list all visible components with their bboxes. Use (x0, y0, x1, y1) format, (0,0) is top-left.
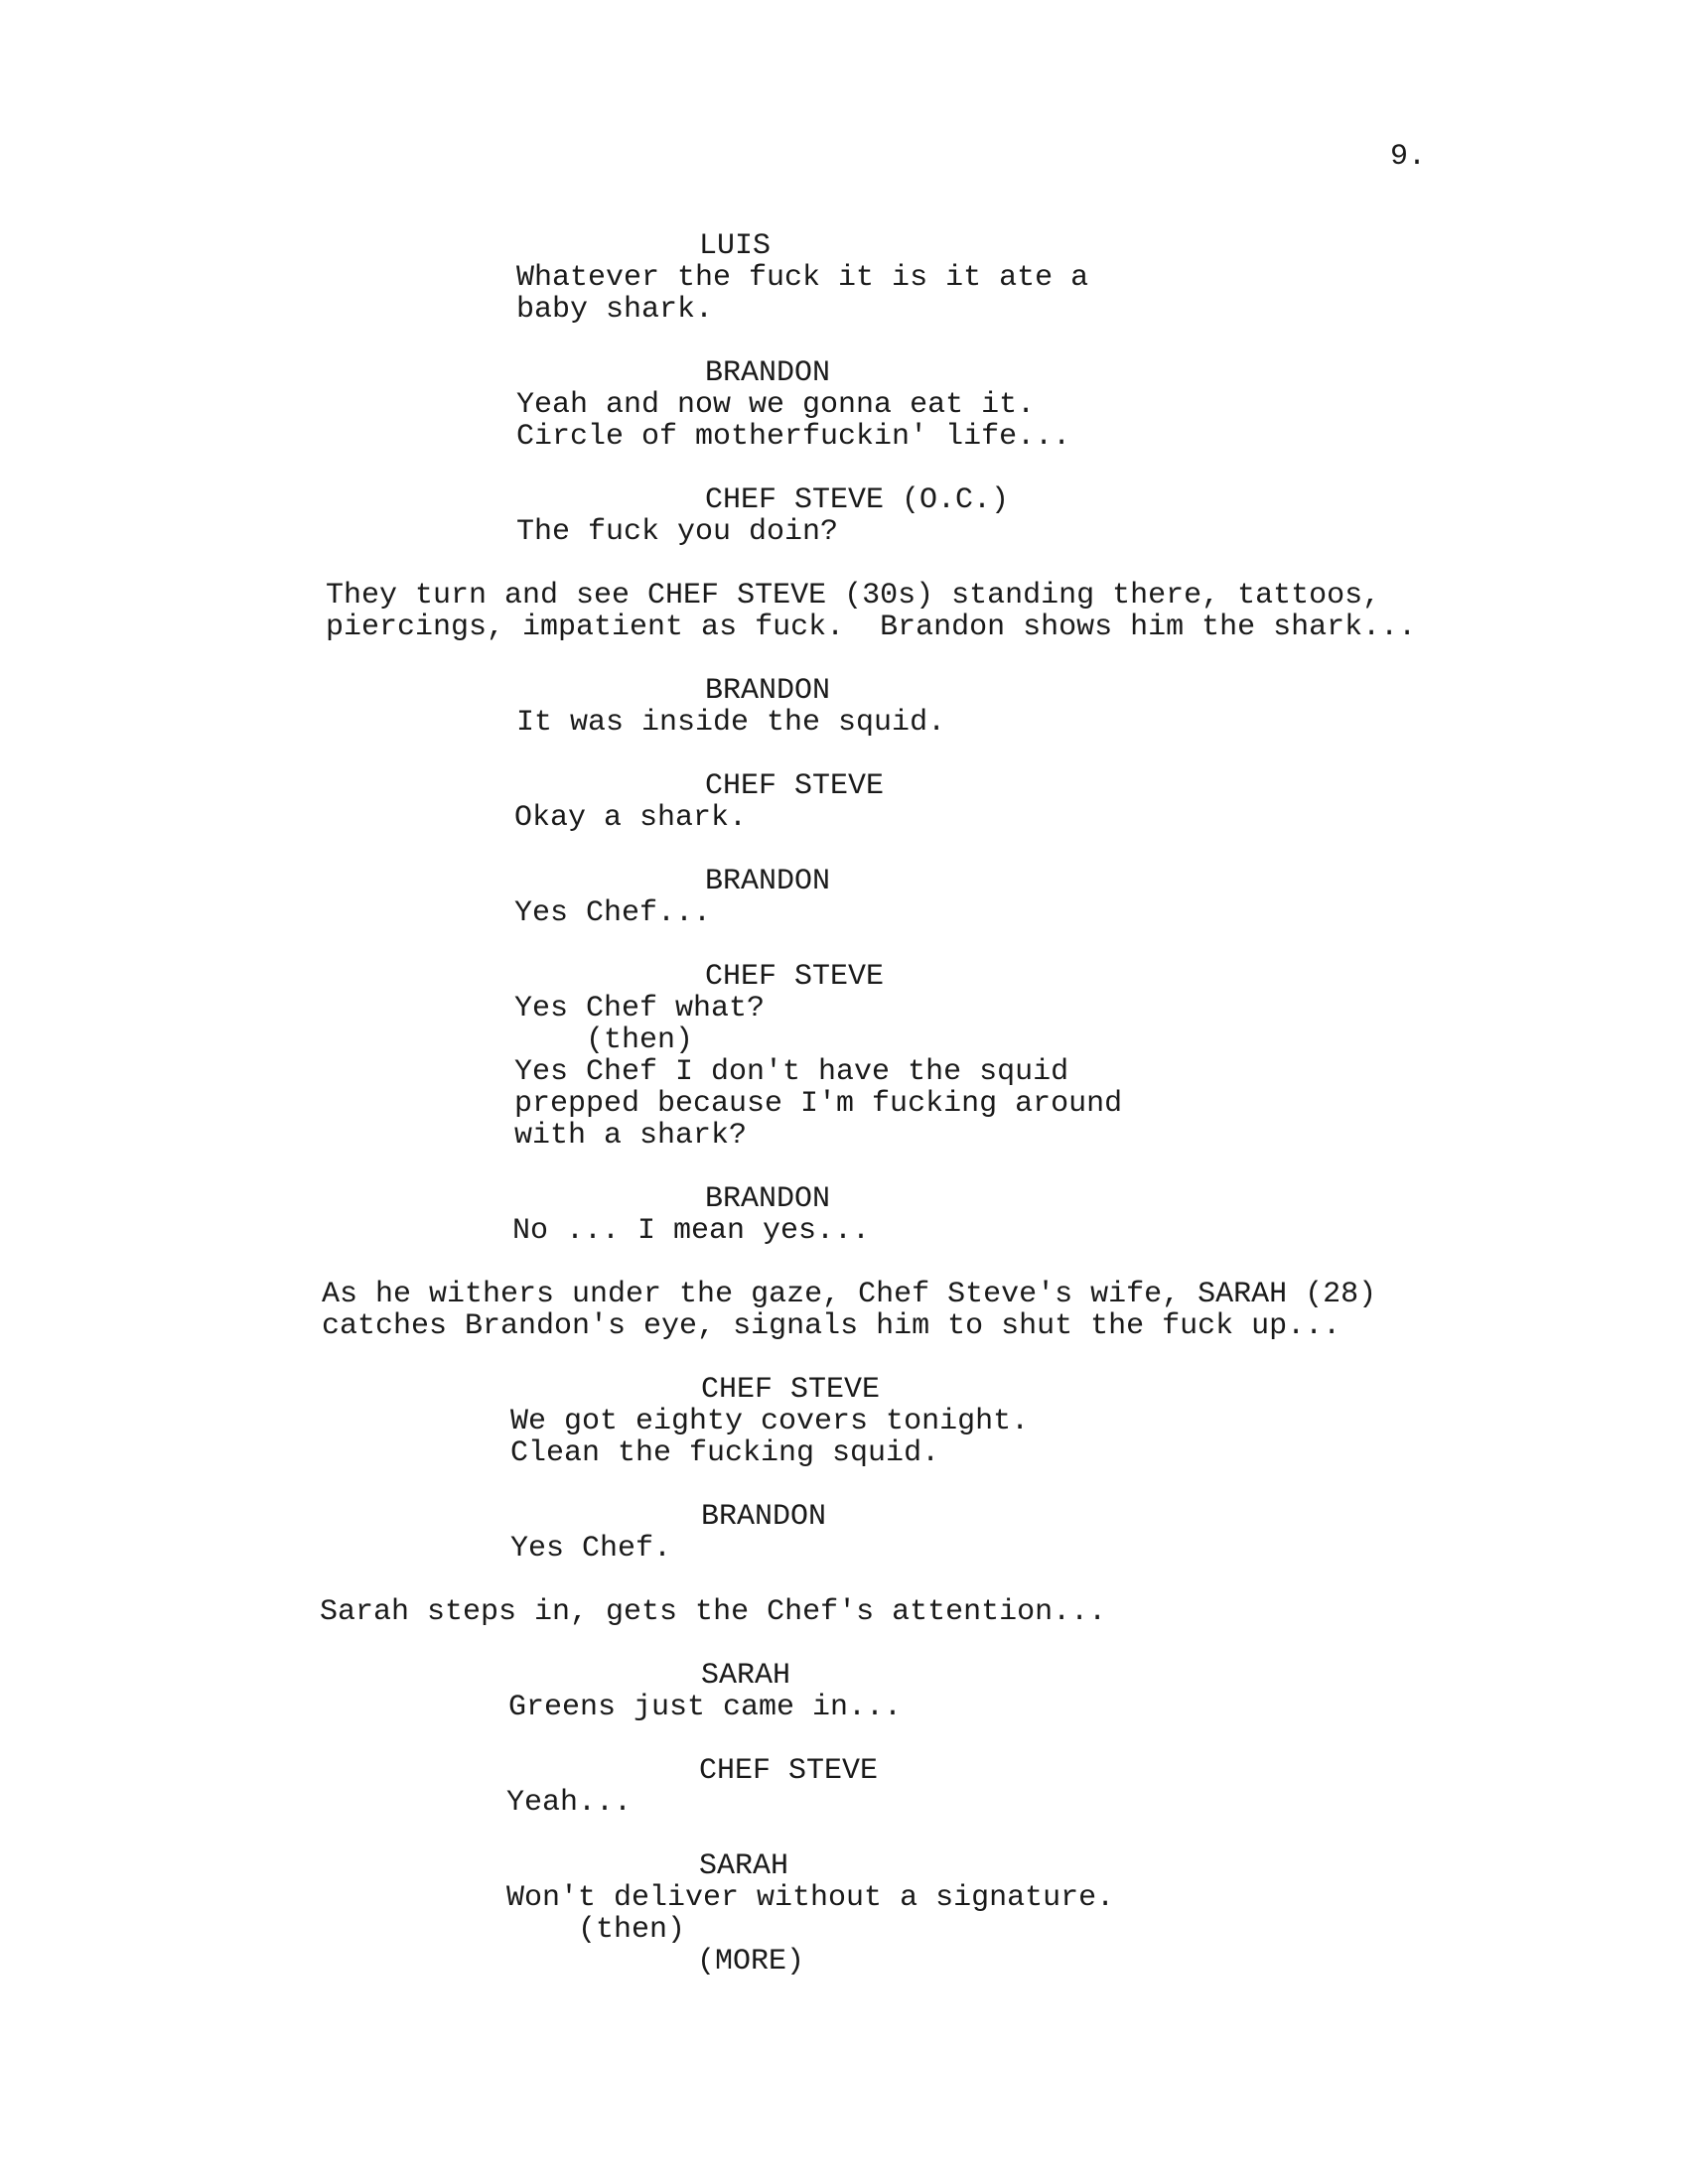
action-line: They turn and see CHEF STEVE (30s) standing there, tattoos, piercings, impatient as fuck. Brandon shows him the shark... (326, 579, 1417, 644)
dialogue: Yes Chef I don't have the squid prepped because I'm fucking around with a shark? (514, 1055, 1123, 1153)
dialogue: The fuck you doin? (516, 515, 839, 549)
dialogue: Greens just came in... (508, 1691, 903, 1724)
dialogue: It was inside the squid. (516, 706, 946, 740)
dialogue: Yes Chef what? (514, 992, 766, 1025)
character-cue: SARAH (701, 1659, 791, 1693)
dialogue: Whatever the fuck it is it ate a baby shark. (516, 261, 1089, 327)
parenthetical: (then) (586, 1024, 694, 1057)
character-cue: BRANDON (705, 1182, 831, 1216)
character-cue: CHEF STEVE (699, 1754, 879, 1788)
action-line: Sarah steps in, gets the Chef's attention... (320, 1595, 1107, 1629)
dialogue: Yes Chef. (510, 1532, 672, 1566)
character-cue: BRANDON (705, 674, 831, 708)
dialogue: Yeah... (506, 1786, 633, 1820)
character-cue: CHEF STEVE (705, 960, 885, 994)
dialogue: Yes Chef... (514, 896, 712, 930)
character-cue: BRANDON (701, 1500, 827, 1534)
dialogue: We got eighty covers tonight. Clean the fucking squid. (510, 1405, 1030, 1470)
character-cue: SARAH (699, 1849, 789, 1883)
dialogue: Okay a shark. (514, 801, 748, 835)
page-number: 9. (1390, 140, 1427, 174)
character-cue: CHEF STEVE (O.C.) (705, 483, 1010, 517)
dialogue: Yeah and now we gonna eat it. Circle of motherfuckin' life... (516, 388, 1071, 454)
character-cue: BRANDON (705, 356, 831, 390)
parenthetical: (then) (578, 1913, 686, 1947)
character-cue: CHEF STEVE (701, 1373, 881, 1407)
character-cue: CHEF STEVE (705, 769, 885, 803)
action-line: As he withers under the gaze, Chef Steve's wife, SARAH (28) catches Brandon's eye, signals him to shut the fuck up... (322, 1278, 1377, 1343)
character-cue: LUIS (699, 229, 772, 263)
dialogue: No ... I mean yes... (512, 1214, 871, 1248)
character-cue: BRANDON (705, 865, 831, 898)
dialogue: Won't deliver without a signature. (506, 1881, 1115, 1915)
more-marker: (MORE) (697, 1945, 805, 1979)
